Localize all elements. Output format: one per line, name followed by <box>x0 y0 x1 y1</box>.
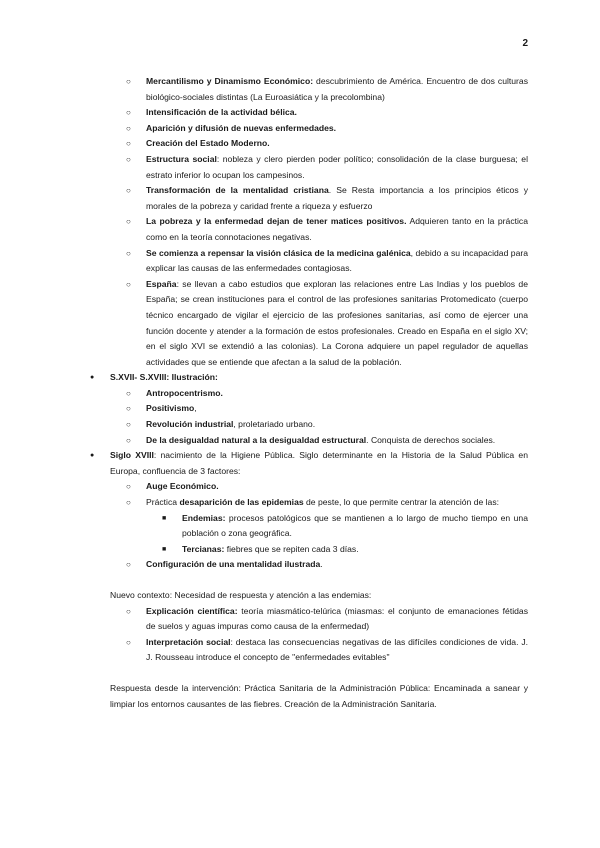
item-text: : nobleza y clero pierden poder político; consolidación de la clase burguesa; el estrato inferior lo ocupan los campesinos. <box>146 153 528 180</box>
bullet-icon: ○ <box>126 404 131 414</box>
list-item <box>110 417 528 433</box>
list-item <box>110 74 528 105</box>
page-number: 2 <box>522 38 528 49</box>
bullet-icon: ■ <box>162 514 167 522</box>
context-item <box>110 635 528 666</box>
bullet-icon: ○ <box>126 139 131 149</box>
context-intro: Nuevo contexto: Necesidad de respuesta y atención a las endemias: <box>110 590 372 600</box>
list-item <box>110 401 528 417</box>
list-item <box>110 557 528 573</box>
item-text: de peste, lo que permite centrar la atención de las: <box>303 497 500 508</box>
item-text: : nacimiento de la Higiene Pública. Siglo determinante en la Historia de la Salud Pública en Europa, confluencia de 3 factores: <box>110 450 528 476</box>
item-heading: S.XVII- S.XVIII: Ilustración: <box>110 372 218 383</box>
list-item <box>110 386 528 402</box>
item-heading: Interpretación social <box>146 636 231 647</box>
item-heading: España <box>146 278 177 289</box>
item-text: Adquieren tanto en la práctica como en la teoría connotaciones negativas. <box>146 216 528 242</box>
item-heading: Intensificación de la actividad bélica. <box>146 107 297 118</box>
item-heading: Endemias: <box>182 512 226 523</box>
item-text: . Conquista de derechos sociales. <box>366 434 496 445</box>
list-item <box>110 433 528 449</box>
item-text: . Se Resta importancia a los principios éticos y morales de la pobreza y caridad frente a riqueza y esfuerzo <box>146 185 529 211</box>
item-heading: desaparición de las epidemias <box>179 497 304 508</box>
bullet-icon: ○ <box>126 279 131 289</box>
item-text: : destaca las consecuencias negativas de las difíciles condiciones de vida. J. J. Rousseau introduce el concepto de "enfermedades evitables" <box>146 636 528 663</box>
list-item <box>110 105 528 121</box>
list-item <box>110 277 528 371</box>
bullet-icon: ● <box>90 374 95 382</box>
list-item <box>90 370 528 386</box>
item-text: . <box>320 559 323 570</box>
item-text: descubrimiento de América. Encuentro de dos culturas biológico-sociales distintas (La Euroasiática y la precolombina) <box>146 76 528 102</box>
item-heading: Positivismo <box>146 403 195 414</box>
bullet-icon: ○ <box>126 560 131 570</box>
list-item <box>110 183 528 214</box>
list-item <box>110 136 528 152</box>
item-heading: Configuración de una mentalidad ilustrada <box>146 559 321 570</box>
item-heading: Estructura social <box>146 153 217 164</box>
context-item <box>110 604 528 635</box>
bullet-icon: ○ <box>126 123 131 133</box>
item-prefix: Práctica <box>146 497 180 508</box>
list-item <box>110 121 528 137</box>
item-heading: Aparición y difusión de nuevas enfermedades. <box>146 122 337 133</box>
bullet-icon: ○ <box>126 435 131 445</box>
item-text: procesos patológicos que se mantienen a lo largo de mucho tiempo en una población o zona geográfica. <box>182 512 528 539</box>
document-body <box>90 74 529 712</box>
item-heading: Tercianas: <box>182 543 225 554</box>
item-text: , proletariado urbano. <box>233 419 316 430</box>
item-heading: Antropocentrismo. <box>146 387 223 398</box>
bullet-icon: ○ <box>126 637 131 647</box>
list-item <box>110 511 528 542</box>
conclusion-paragraph: Respuesta desde la intervención: Práctica Sanitaria de la Administración Pública: Encaminada a sanear y limpiar los entornos causantes de las fiebres. Creación de la Administración Sanitaria. <box>110 682 528 709</box>
bullet-icon: ○ <box>126 482 131 492</box>
item-heading: La pobreza y la enfermedad dejan de tener matices positivos. <box>146 216 407 227</box>
list-item <box>110 479 528 495</box>
item-heading: Se comienza a repensar la visión clásica de la medicina galénica <box>146 247 411 258</box>
bullet-icon: ○ <box>126 154 131 164</box>
item-text: , <box>194 403 197 414</box>
list-item <box>110 152 528 183</box>
bullet-icon: ○ <box>126 606 131 616</box>
list-item <box>110 542 528 558</box>
item-text: , debido a su incapacidad para explicar las causas de las enfermedades contagiosas. <box>146 247 528 274</box>
list-item <box>110 246 528 277</box>
item-heading: Revolución industrial <box>146 419 234 430</box>
context-list <box>110 604 528 666</box>
bullet-list <box>90 74 529 573</box>
bullet-icon: ○ <box>126 108 131 118</box>
item-text: : se llevan a cabo estudios que exploran las relaciones entre Las Indias y los pueblos de España; se crean instituciones para el control de las profesiones sanitarias Protomedicato (cuerpo técnico encargado de vigilar el ejercicio de las profesiones sanitarias, así como de ejercer una función docente y atender a la formación de estos profesionales. Creado en España en el siglo XV; en el siglo XVI se extendió a las colonias). La Corona adquiere un papel regulador de aquellas actividades que se entiende que afectan a la salud de la población. <box>146 278 528 367</box>
item-heading: De la desigualdad natural a la desigualdad estructural <box>146 434 367 445</box>
bullet-icon: ○ <box>126 77 131 86</box>
item-heading: Creación del Estado Moderno. <box>146 138 270 149</box>
list-item <box>110 214 528 245</box>
bullet-icon: ○ <box>126 420 131 430</box>
bullet-icon: ○ <box>126 186 131 196</box>
item-heading: Auge Económico. <box>146 481 219 492</box>
list-item <box>90 448 528 479</box>
item-text: teoría miasmático-telúrica (miasmas: el conjunto de emanaciones fétidas de suelos y aguas impuras como causa de la enfermedad) <box>146 605 528 632</box>
item-heading: Mercantilismo y Dinamismo Económico: <box>146 76 314 86</box>
bullet-icon: ○ <box>126 217 131 227</box>
item-text: fiebres que se repiten cada 3 días. <box>224 543 359 554</box>
item-heading: Explicación científica: <box>146 605 238 616</box>
bullet-icon: ● <box>90 452 95 460</box>
bullet-icon: ○ <box>126 498 131 508</box>
bullet-icon: ○ <box>126 248 131 258</box>
item-heading: Transformación de la mentalidad cristiana <box>146 185 329 196</box>
bullet-icon: ○ <box>126 388 131 398</box>
bullet-icon: ■ <box>162 545 167 553</box>
list-item <box>110 495 528 511</box>
item-heading: Siglo XVIII <box>110 450 154 461</box>
